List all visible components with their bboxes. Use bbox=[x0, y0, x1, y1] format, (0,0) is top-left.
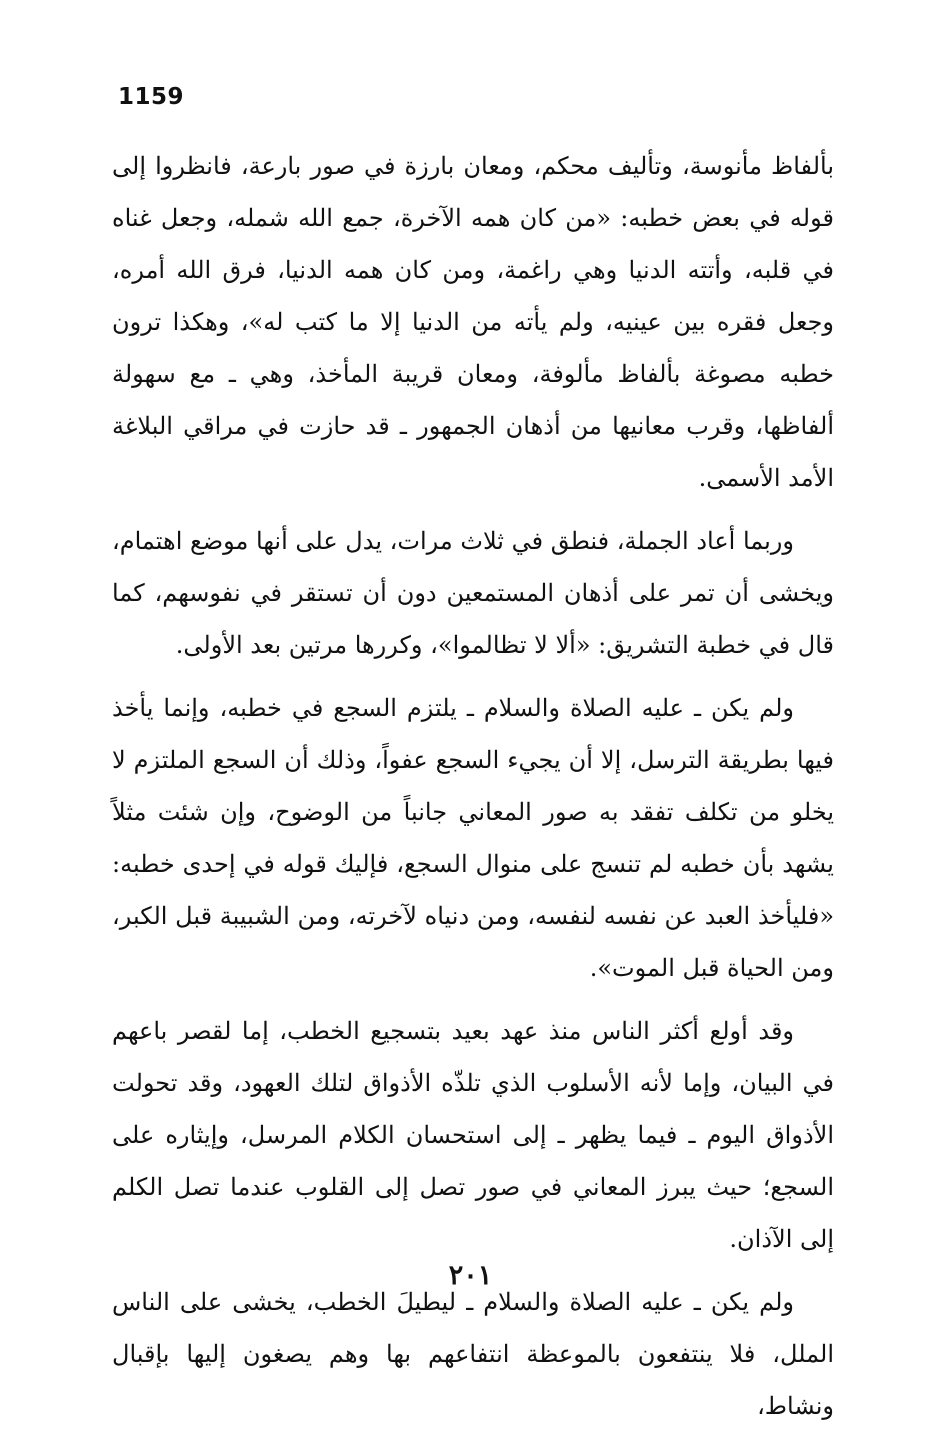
page-footer-number: ٢٠١ bbox=[448, 1260, 493, 1291]
paragraph-5: ولم يكن ـ عليه الصلاة والسلام ـ ليطيلَ الخطب، يخشى على الناس الملل، فلا ينتفعون بالموعظة انتفاعهم بها وهم يصغون إليها بإقبال ونشاط، bbox=[112, 1288, 834, 1420]
paragraph-1: بألفاظ مأنوسة، وتأليف محكم، ومعان بارزة في صور بارعة، فانظروا إلى قوله في بعض خطبه: «من كان همه الآخرة، جمع الله شمله، وجعل غناه في قلبه، وأتته الدنيا وهي راغمة، ومن كان همه الدنيا، فرق الله أمره، وجعل فقره بين عينيه، ولم يأته من الدنيا إلا ما كتب له»، وهكذا ترون خطبه مصوغة بألفاظ مألوفة، ومعان قريبة المأخذ، وهي ـ مع سهولة ألفاظها، وقرب معانيها من أذهان الجمهور ـ قد حازت في مراقي البلاغة الأمد الأسمى. bbox=[112, 152, 834, 492]
body-text bbox=[112, 140, 834, 1443]
paragraph-3: ولم يكن ـ عليه الصلاة والسلام ـ يلتزم السجع في خطبه، وإنما يأخذ فيها بطريقة الترسل، إلا أن يجيء السجع عفواً، وذلك أن السجع الملتزم لا يخلو من تكلف تفقد به صور المعاني جانباً من الوضوح، وإن شئت مثلاً يشهد بأن خطبه لم تنسج على منوال السجع، فإليك قوله في إحدى خطبه: «فليأخذ العبد عن نفسه لنفسه، ومن دنياه لآخرته، ومن الشبيبة قبل الكبر، ومن الحياة قبل الموت». bbox=[112, 694, 834, 982]
paragraph-2: وربما أعاد الجملة، فنطق في ثلاث مرات، يدل على أنها موضع اهتمام، ويخشى أن تمر على أذهان المستمعين دون أن تستقر في نفوسهم، كما قال في خطبة التشريق: «ألا لا تظالموا»، وكررها مرتين بعد الأولى. bbox=[112, 527, 835, 659]
paragraph-4: وقد أولع أكثر الناس منذ عهد بعيد بتسجيع الخطب، إما لقصر باعهم في البيان، وإما لأنه الأسلوب الذي تلذّه الأذواق لتلك العهود، وقد تحولت الأذواق اليوم ـ فيما يظهر ـ إلى استحسان الكلام المرسل، وإيثاره على السجع؛ حيث يبرز المعاني في صور تصل إلى القلوب عندما تصل الكلم إلى الآذان. bbox=[112, 1017, 835, 1253]
page-header-number: 1159 bbox=[118, 84, 185, 110]
